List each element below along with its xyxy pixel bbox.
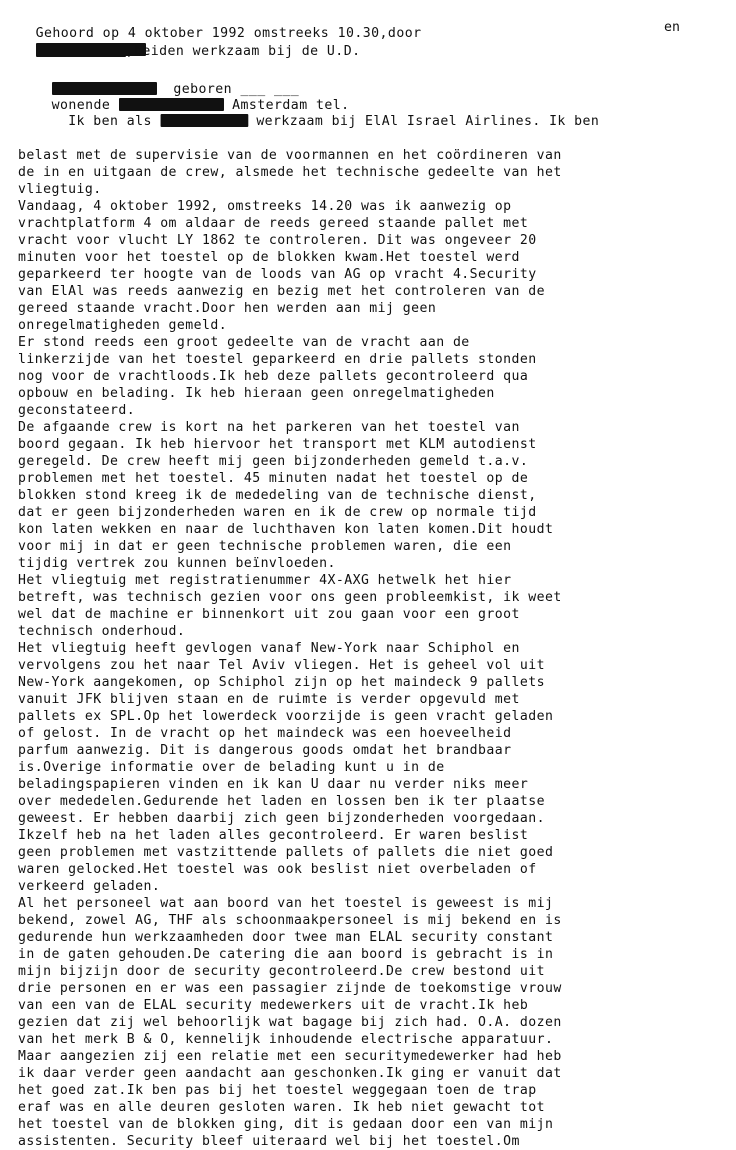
statement-line: Vandaag, 4 oktober 1992, omstreeks 14.20 was ik aanwezig op [18, 199, 512, 214]
statement-line: gereed staande vracht.Door hen werden aan mij geen [18, 301, 437, 316]
statement-line: boord gegaan. Ik heb hiervoor het transport met KLM autodienst [18, 437, 537, 452]
statement-line: het goed zat.Ik ben pas bij het toestel weggegaan toen de trap [18, 1083, 537, 1098]
redaction-bar [36, 44, 126, 57]
statement-line: geparkeerd ter hoogte van de loods van AG op vracht 4.Security [18, 267, 537, 282]
statement-line: assistenten. Security bleef uiteraard wel bij het toestel.Om [18, 1134, 520, 1149]
header-city-text: Amsterdam tel. [232, 98, 350, 113]
statement-line: tijdig vertrek zou kunnen beïnvloeden. [18, 556, 336, 571]
statement-line: over mededelen.Gedurende het laden en lossen ben ik ter plaatse [18, 794, 545, 809]
statement-line: opbouw en belading. Ik heb hieraan geen onregelmatigheden [18, 386, 495, 401]
statement-line: eraf was en alle deuren gesloten waren. Ik heb niet gewacht tot [18, 1100, 545, 1115]
statement-line: van ElAl was reeds aanwezig en bezig met het controleren van de [18, 284, 545, 299]
statement-line: Het vliegtuig met registratienummer 4X-AXG hetwelk het hier [18, 573, 512, 588]
statement-line: vrachtplatform 4 om aldaar de reeds gereed staande pallet met [18, 216, 529, 231]
statement-line: Al het personeel wat aan boord van het toestel is geweest is mij [18, 896, 554, 911]
statement-line: of gelost. In de vracht op het maindeck was een hoeveelheid [18, 726, 512, 741]
statement-line: waren gelocked.Het toestel was ook beslist niet overbeladen of [18, 862, 537, 877]
statement-line: van het merk B & O, kennelijk inhoudende electrische apparatuur. [18, 1032, 554, 1047]
statement-line: geweest. Er hebben daarbij zich geen bijzonderheden voorgedaan. [18, 811, 545, 826]
redaction-bar [160, 114, 248, 127]
statement-body [18, 96, 734, 1150]
statement-line: van een van de ELAL security medewerkers uit de vracht.Ik heb [18, 998, 529, 1013]
statement-line: geregeld. De crew heeft mij geen bijzonderheden gemeld t.a.v. [18, 454, 529, 469]
statement-line: gedurende hun werkzaamheden door twee man ELAL security constant [18, 930, 554, 945]
statement-line: Het vliegtuig heeft gevlogen vanaf New-York naar Schiphol en [18, 641, 520, 656]
statement-intro-start: Ik ben als [68, 114, 152, 129]
statement-line: dat er geen bijzonderheden waren en ik de crew op normale tijd [18, 505, 537, 520]
statement-line: verkeerd geladen. [18, 879, 161, 894]
statement-line: geen problemen met vastzittende pallets of pallets die niet goed [18, 845, 554, 860]
statement-line: ik daar verder geen aandacht aan geschonken.Ik ging er vanuit dat [18, 1066, 562, 1081]
statement-line: geconstateerd. [18, 403, 136, 418]
header-line-1-end: en [664, 20, 680, 35]
statement-line: drie personen en er was een passagier zijnde de toekomstige vrouw [18, 981, 562, 996]
header-born-text: geboren ___ ___ [173, 82, 300, 97]
statement-line: vervolgens zou het naar Tel Aviv vliegen. Het is geheel vol uit [18, 658, 545, 673]
statement-line: New-York aangekomen, op Schiphol zijn op het maindeck 9 pallets [18, 675, 545, 690]
statement-line: gezien dat zij wel behoorlijk wat bagage bij zich had. O.A. dozen [18, 1015, 562, 1030]
statement-intro-end: werkzaam bij ElAl Israel Airlines. Ik ben [256, 114, 600, 129]
statement-line: de in en uitgaan de crew, alsmede het technische gedeelte van het [18, 165, 562, 180]
statement-line: Maar aangezien zij een relatie met een securitymedewerker had heb [18, 1049, 562, 1064]
statement-line: het toestel van de blokken ging, dit is gedaan door een van mijn [18, 1117, 554, 1132]
statement-line: vanuit JFK blijven staan en de ruimte is verder opgevuld met [18, 692, 520, 707]
statement-line: technisch onderhoud. [18, 624, 186, 639]
statement-line: bekend, zowel AG, THF als schoonmaakpersoneel is mij bekend en is [18, 913, 562, 928]
header-heard-text: Gehoord op 4 oktober 1992 omstreeks 10.30,door [35, 26, 422, 41]
statement-line: betreft, was technisch gezien voor ons geen probleemkist, ik weet [18, 590, 562, 605]
statement-line: is.Overige informatie over de belading kunt u in de [18, 760, 445, 775]
statement-line: Ikzelf heb na het laden alles gecontroleerd. Er waren beslist [18, 828, 529, 843]
statement-line: De afgaande crew is kort na het parkeren van het toestel van [18, 420, 520, 435]
statement-line: parfum aanwezig. Dit is dangerous goods omdat het brandbaar [18, 743, 512, 758]
statement-line: vracht voor vlucht LY 1862 te controleren. Dit was ongeveer 20 [18, 233, 537, 248]
statement-line: problemen met het toestel. 45 minuten nadat het toestel op de [18, 471, 529, 486]
header-employment-text: ,beiden werkzaam bij de U.D. [125, 44, 361, 59]
statement-line: nog voor de vrachtloods.Ik heb deze pallets gecontroleerd qua [18, 369, 529, 384]
statement-line-intro [18, 96, 732, 147]
header-residing-label: wonende [51, 98, 111, 113]
statement-line: blokken stond kreeg ik de mededeling van de technische dienst, [18, 488, 537, 503]
statement-line: in de gaten gehouden.De catering die aan boord is gebracht is in [18, 947, 554, 962]
statement-line: minuten voor het toestel op de blokken kwam.Het toestel werd [18, 250, 520, 265]
statement-line: pallets ex SPL.Op het lowerdeck voorzijde is geen vracht geladen [18, 709, 554, 724]
statement-line: kon laten wekken en naar de luchthaven kon laten komen.Dit houdt [18, 522, 554, 537]
statement-line: voor mij in dat er geen technische problemen waren, die een [18, 539, 512, 554]
statement-line: wel dat de machine er binnenkort uit zou gaan voor een groot [18, 607, 520, 622]
statement-line: belast met de supervisie van de voormannen en het coördineren van [18, 148, 562, 163]
statement-line: linkerzijde van het toestel geparkeerd en drie pallets stonden [18, 352, 537, 367]
statement-line: onregelmatigheden gemeld. [18, 318, 228, 333]
statement-line: Er stond reeds een groot gedeelte van de vracht aan de [18, 335, 470, 350]
statement-line: vliegtuig. [18, 182, 102, 197]
statement-line: beladingspapieren vinden en ik kan U daar nu verder niks meer [18, 777, 529, 792]
statement-line: mijn bijzijn door de security gecontroleerd.De crew bestond uit [18, 964, 545, 979]
